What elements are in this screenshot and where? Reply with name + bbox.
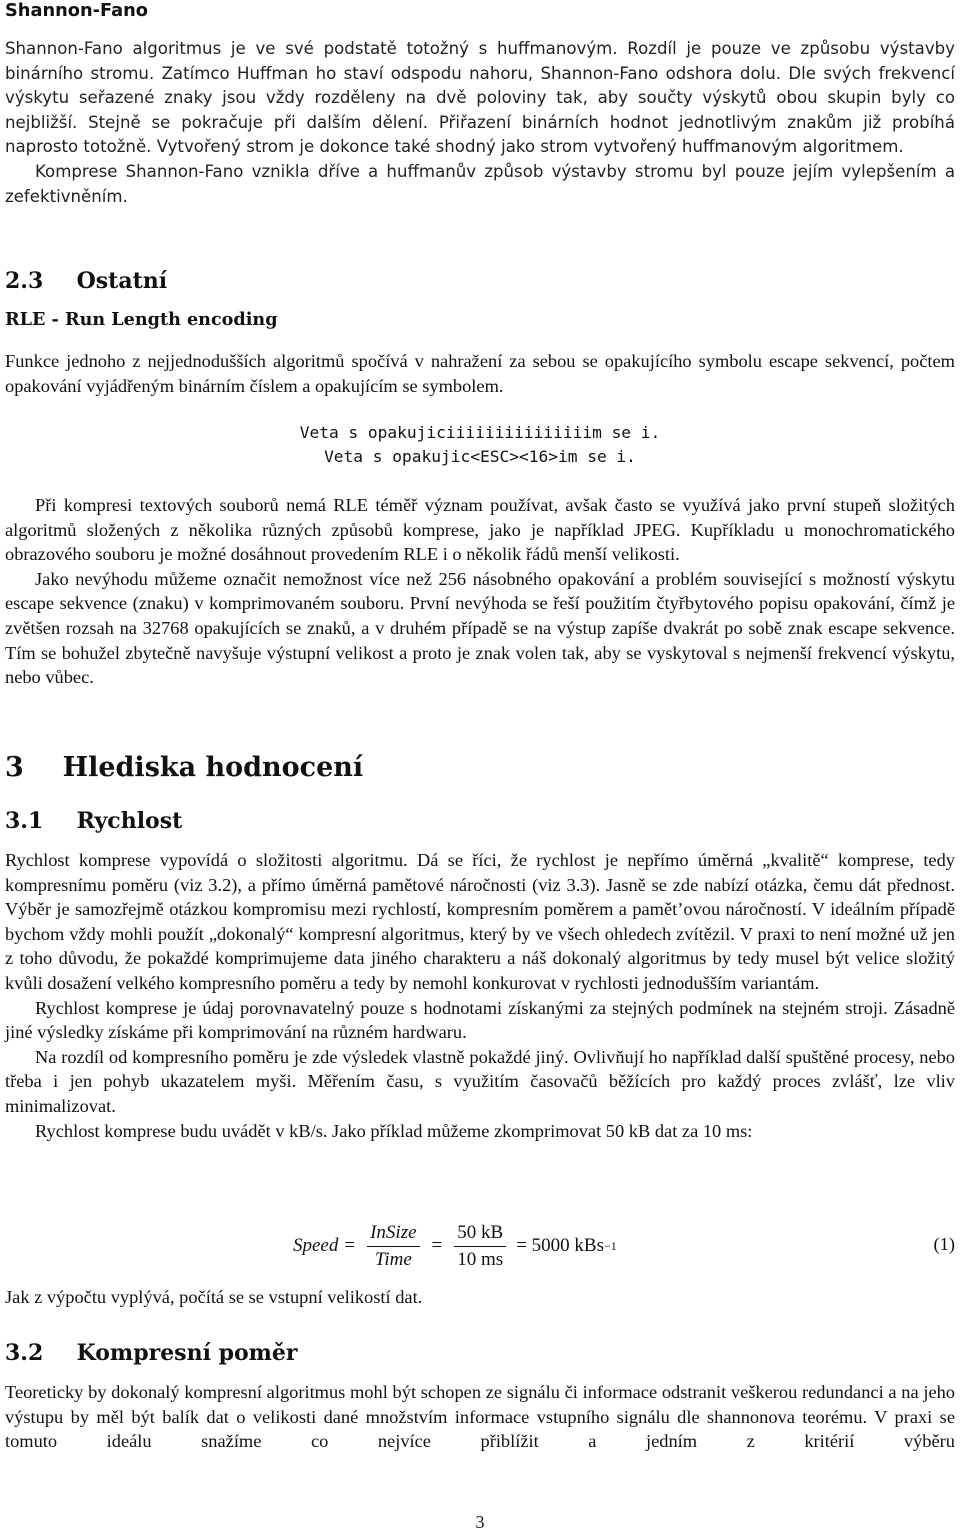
section-3-heading [5,752,363,783]
eq-frac1-numerator: InSize [367,1222,419,1247]
rle-paragraph-1: Funkce jednoho z nejjednodušších algoritmů spočívá v nahražení za sebou se opakujícího symbolu escape sekvencí, počtem opakování vyjádřeným binárním číslem a opakujícím se symbolem. [5,351,955,396]
rle-heading-text: RLE - Run Length encoding [5,309,278,330]
section-title: Hlediska hodnocení [62,752,364,783]
speed-equation: Speed = $\frac{\text{InSize}}{\text{Time}}$ = $\frac{50 kB}{10 ms}$ = 5000 kBs −1 (1) [293,1221,955,1270]
shannon-fano-paragraph-2: Komprese Shannon-Fano vznikla dříve a huffmanův způsob výstavby stromu byl pouze jejím vylepšením a zefektivněním. [5,161,955,206]
eq-frac2-denominator: 10 ms [457,1248,504,1270]
section-title: Kompresní poměr [76,1340,298,1366]
rle-paragraph-2: Při kompresi textových souborů nemá RLE téměř význam používat, avšak často se využívá jako první stupeň složitých algoritmů složených z několika různých způsobů komprese, jako je například JPEG. Kupříkladu u monochromatického obrazového souboru je možné dosáhnout provedením RLE i o několik řádů menší velikosti. [5,495,955,565]
ratio-paragraph-1: Teoreticky by dokonalý kompresní algoritmus mohl být schopen ze signálu či informace odstranit veškerou redundanci a na jeho výstupu by měl být balík dat o velikosti dané množstvím informace vstupního signálu dle shannonova teorému. V praxi se tomuto ideálu snažíme co nejvíce přiblížit a jedním z kritérií výběru [5,1382,955,1452]
shannon-fano-heading-text: Shannon-Fano [5,0,149,21]
section-number: 3.1 [5,808,44,834]
equation-number: (1) [933,1234,955,1254]
section-3-2-heading [5,1340,298,1366]
rle-heading [5,309,278,330]
shannon-fano-heading [5,0,148,21]
shannon-fano-paragraph-1: Shannon-Fano algoritmus je ve své podstatě totožný s huffmanovým. Rozdíl je pouze ve způsobu výstavby binárního stromu. Zatímco Huffman ho staví odspodu nahoru, Shannon-Fano odshora dolu. Dle svých frekvencí výskytu seřazené znaky jsou vždy rozděleny na dvě poloviny tak, aby součty výskytů obou skupin byly co nejbližší. Stejně se pokračuje při dalším dělení. Přiřazení binárních hodnot jednotlivým znakům již probíhá naprosto totožně. Vytvořený strom je dokonce také shodný jako strom vytvořený huffmanovým algoritmem. [5,39,955,157]
code-line-1: Veta s opakujiciiiiiiiiiiiiiiim se i. [299,423,661,442]
section-number: 2.3 [5,268,44,294]
eq-lhs: Speed [293,1235,339,1256]
code-line-2: Veta s opakujic<ESC><16>im se i. [324,447,636,466]
eq-frac1-denominator: Time [374,1248,412,1270]
section-number: 3 [5,752,24,783]
speed-paragraph-3: Na rozdíl od kompresního poměru je zde výsledek vlastně pokaždé jiný. Ovlivňují ho například další spuštěné procesy, nebo třeba i jen pohyb ukazatelem myši. Měřením času, s využitím časovačů běžících pro každý proces zvlášť, lze vliv minimalizovat. [5,1046,955,1116]
eq-fraction-2 [454,1222,506,1271]
section-number: 3.2 [5,1340,44,1366]
section-title: Ostatní [76,268,168,294]
eq-fraction-1 [367,1222,419,1271]
section-title: Rychlost [76,808,183,834]
rle-paragraph-3: Jako nevýhodu můžeme označit nemožnost více než 256 násobného opakování a problém související s možností výskytu escape sekvence (znaku) v komprimovaném souboru. První nevýhoda se řeší použitím čtyřbytového popisu opakování, čímž je zvětšen rozsah na 32768 opakujících se znaků, a v druhém případě se na výstup zapíše dvakrát po sobě znak escape sekvence. Tím se bohužel zbytečně navyšuje výstupní velikost a proto je znak volen tak, aby se vyskytoval s nejmenší frekvencí výskytu, nebo vůbec. [5,568,955,688]
speed-paragraph-4: Rychlost komprese budu uvádět v kB/s. Jako příklad můžeme zkomprimovat 50 kB dat za 10 ms: [35,1120,753,1141]
speed-paragraph-5: Jak z výpočtu vyplývá, počítá se se vstupní velikostí dat. [5,1287,423,1307]
eq-frac2-numerator: 50 kB [454,1222,506,1247]
eq-result: = 5000 kBs [516,1235,604,1256]
rle-code-example [5,421,955,469]
page-number: 3 [475,1512,485,1532]
speed-paragraph-2: Rychlost komprese je údaj porovnavatelný pouze s hodnotami získanými za stejných podmínek na stejném stroji. Zásadně jiné výsledky získáme při komprimování na různém hardwaru. [5,997,955,1043]
eq-exponent: −1 [603,1238,617,1253]
speed-paragraph-1: Rychlost komprese vypovídá o složitosti algoritmu. Dá se říci, že rychlost je nepřímo úměrná „kvalitě“ komprese, tedy kompresnímu poměru (viz 3.2), a přímo úměrná pamětové náročnosti (viz 3.3). Jasně se zde nabízí otázka, čemu dát přednost. Výběr je samozřejmě otázkou kompromisu mezi rychlostí, kompresním poměrem a pamět’ovou náročností. V ideálním případě bychom vždy mohli použít „dokonalý“ kompresní algoritmus, který by ve všech ohledech zvítězil. V praxi to není možné už jen z toho důvodu, že pokaždé komprimujeme data jiného charakteru a náš dokonalý algoritmus by tedy musel být velice složitý kvůli dosažení velkého kompresního poměru a tedy by nemohl konkurovat v rychlosti jednodušším variantám. [5,850,955,993]
section-2-3-heading [5,268,167,294]
section-3-1-heading [5,808,182,834]
